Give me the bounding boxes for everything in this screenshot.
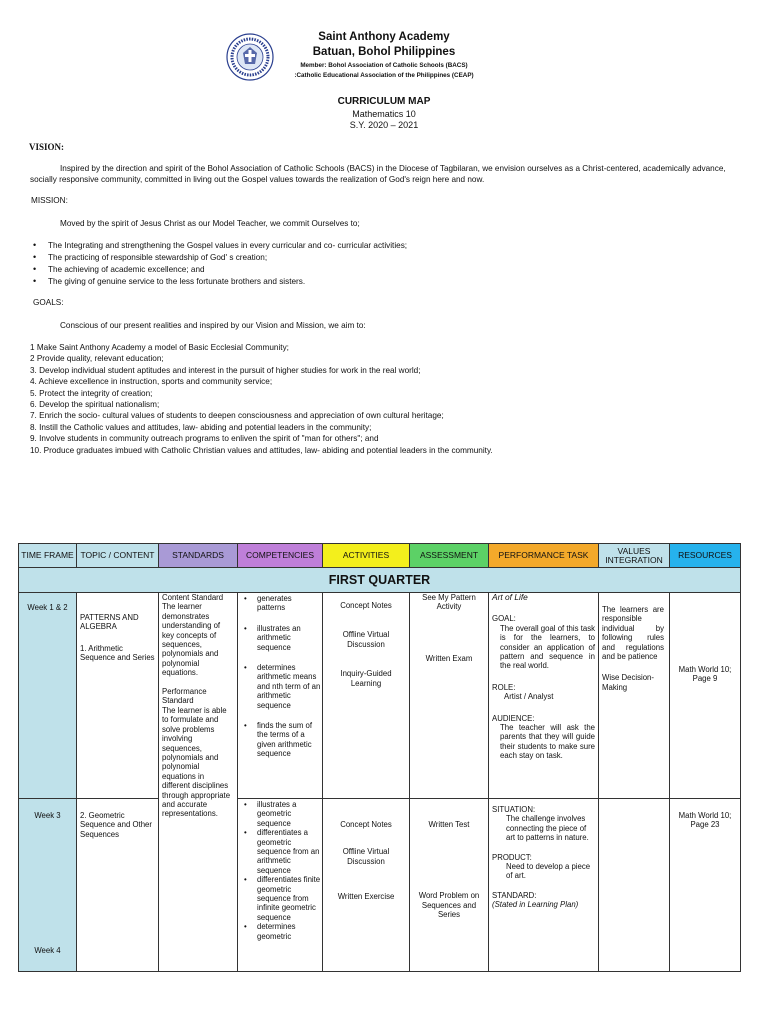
goal-item: 3. Develop individual student aptitudes and interest in the pursuit of higher studies for work in the real world; — [30, 365, 421, 375]
mission-item: • The Integrating and strengthening the Gospel values in every curricular and co- curricular activities; — [31, 241, 731, 253]
activities-cell — [323, 799, 410, 972]
time-frame-cell — [19, 593, 77, 799]
goal-item: 5. Protect the integrity of creation; — [30, 388, 153, 398]
assessment-item: Written Test — [428, 820, 470, 829]
vision-text: Inspired by the direction and spirit of the Bohol Association of Catholic Schools (BACS) in the Diocese of Tagbilaran, we envision ourselves as a Christ-centered, academically advance, socially responsive community, committed in living out the Gospel values towards the realization of God's reign here and now. — [30, 164, 726, 184]
competency-item: • illustrates an arithmetic sequence — [238, 624, 322, 652]
table-row — [19, 799, 741, 972]
goal-item: 10. Produce graduates imbued with Catholic Christian values and attitudes, law- abiding and potential leaders in the community. — [30, 445, 493, 455]
vision-title: VISION: — [29, 142, 65, 152]
goal-item: 2 Provide quality, relevant education; — [30, 354, 164, 364]
curriculum-map-table — [18, 543, 741, 972]
mission-title: MISSION: — [31, 196, 68, 205]
school-location: Batuan, Bohol Philippines — [312, 46, 456, 58]
table-row — [19, 593, 741, 799]
competency-item: • illustrates a geometric sequence — [238, 800, 322, 828]
goal-item: 7. Enrich the socio- cultural values of students to deepen consciousness and appreciation of own cultural heritage; — [30, 411, 444, 421]
resources-cell — [670, 593, 741, 799]
school-name: Saint Anthony Academy — [318, 31, 450, 43]
assessment-item: Written Exam — [425, 653, 473, 663]
member-ceap: :Catholic Educational Association of the Philippines (CEAP) — [294, 72, 474, 79]
mission-intro: Moved by the spirit of Jesus Christ as our Model Teacher, we commit Ourselves to; — [60, 219, 360, 228]
competency-item: • generates patterns — [238, 594, 322, 613]
mission-item: • The giving of genuine service to the less fortunate brothers and sisters. — [31, 277, 731, 289]
quarter-label: FIRST QUARTER — [19, 568, 741, 593]
competency-item: • differentiates finite geometric sequence from infinite geometric sequence — [238, 875, 322, 922]
assessment-item: Word Problem on Sequences and Series — [418, 891, 480, 920]
values-cell — [599, 799, 670, 972]
subject-label: Mathematics 10 — [352, 109, 416, 119]
pt-role-label: ROLE: — [492, 682, 516, 692]
topic-cell — [77, 593, 159, 799]
member-bacs: Member: Bohol Association of Catholic Schools (BACS) — [300, 62, 468, 69]
goals-intro: Conscious of our present realities and inspired by our Vision and Mission, we aim to: — [60, 321, 366, 330]
time-frame-cell — [19, 799, 77, 972]
goal-item: 8. Instill the Catholic values and attitudes, law- abiding and potential leaders in the community; — [30, 422, 372, 432]
activity-item: Concept Notes — [340, 820, 392, 829]
activity-item: Written Exercise — [337, 892, 395, 902]
mission-list — [31, 241, 731, 289]
resources-cell — [670, 799, 741, 972]
pt-situation-label: SITUATION: — [492, 805, 536, 814]
values-text: The learners are responsible individual by following rules and regulations and be patience — [602, 605, 664, 662]
header-activities: ACTIVITIES — [323, 544, 410, 568]
goal-item: 9. Involve students in community outreach programs to enliven the spirit of "man for others"; and — [30, 434, 379, 444]
header-performance-task: PERFORMANCE TASK — [489, 544, 599, 568]
resources-text: Math World 10; Page 23 — [678, 811, 732, 830]
pt-standard-text: (Stated in Learning Plan) — [492, 900, 579, 910]
competency-item: • determines geometric — [238, 922, 322, 941]
standards-text: Content Standard The learner demonstrates understanding of key concepts of sequences, polynomials and polynomial equations. Performance Standard The learner is able to formulate and solve problems involving sequences, polynomials and polynomial equations in different disciplines through appropriate and accurate representations. — [162, 593, 231, 819]
header-values-integration: VALUES INTEGRATION — [599, 544, 670, 568]
topic-title: PATTERNS AND ALGEBRA — [80, 613, 139, 632]
header-competencies: COMPETENCIES — [238, 544, 323, 568]
competency-item: • finds the sum of the terms of a given arithmetic sequence — [238, 721, 322, 759]
document-title: CURRICULUM MAP — [337, 96, 431, 107]
mission-item: • The practicing of responsible stewardship of God' s creation; — [31, 253, 731, 265]
header-topic-content: TOPIC / CONTENT — [77, 544, 159, 568]
pt-audience-text: The teacher will ask the parents that they will guide their students to make sure each stay on task. — [500, 723, 595, 761]
values-cell — [599, 593, 670, 799]
week-end-label: Week 4 — [34, 945, 61, 955]
assessment-cell — [410, 799, 489, 972]
week-label: Week 3 — [34, 811, 61, 820]
competencies-cell — [238, 593, 323, 799]
header-resources: RESOURCES — [670, 544, 741, 568]
activity-item: Inquiry-Guided Learning — [340, 669, 392, 688]
standards-cell — [159, 593, 238, 972]
pt-goal-label: GOAL: — [492, 614, 516, 624]
week-label: Week 1 & 2 — [27, 603, 68, 612]
pt-product-label: PRODUCT: — [492, 852, 532, 862]
goal-item: 4. Achieve excellence in instruction, sports and community service; — [30, 377, 273, 387]
table-header-row — [19, 544, 741, 568]
goal-item: 1 Make Saint Anthony Academy a model of Basic Ecclesial Community; — [30, 343, 289, 352]
activity-item: Offline Virtual Discussion — [342, 630, 390, 649]
pt-situation-text: The challenge involves connecting the piece of art to patterns in nature. — [506, 814, 589, 843]
competency-item: • differentiates a geometric sequence from an arithmetic sequence — [238, 828, 322, 875]
goals-list — [30, 343, 493, 457]
pt-audience-label: AUDIENCE: — [492, 713, 535, 723]
pt-product-text: Need to develop a piece of art. — [506, 862, 591, 881]
competencies-cell — [238, 799, 323, 972]
header-time-frame: TIME FRAME — [19, 544, 77, 568]
school-year: S.Y. 2020 – 2021 — [349, 120, 419, 130]
resources-text: Math World 10; Page 9 — [678, 665, 732, 684]
assessment-cell — [410, 593, 489, 799]
activity-item: Concept Notes — [340, 601, 392, 610]
assessment-item: See My Pattern Activity — [422, 593, 476, 612]
activity-item: Offline Virtual Discussion — [342, 847, 390, 866]
topic-item: 2. Geometric Sequence and Other Sequences — [80, 811, 152, 839]
pt-role-text: Artist / Analyst — [504, 692, 554, 702]
competency-item: • determines arithmetic means and nth term of an arithmetic sequence — [238, 663, 322, 710]
pt-standard-label: STANDARD: — [492, 890, 537, 900]
activities-cell — [323, 593, 410, 799]
mission-item: • The achieving of academic excellence; and — [31, 265, 731, 277]
values-text-2: Wise Decision-Making — [602, 673, 654, 692]
goal-item: 6. Develop the spiritual nationalism; — [30, 399, 160, 409]
topic-cell — [77, 799, 159, 972]
header-assessment: ASSESSMENT — [410, 544, 489, 568]
performance-task-cell — [489, 799, 599, 972]
topic-item: 1. Arithmetic Sequence and Series — [80, 643, 155, 663]
performance-task-cell — [489, 593, 599, 799]
pt-goal-text: The overall goal of this task is for the learners, to consider an application of pattern and sequence in the real world. — [500, 623, 595, 671]
header-standards: STANDARDS — [159, 544, 238, 568]
goals-title: GOALS: — [33, 298, 64, 307]
pt-title: Art of Life — [492, 592, 528, 602]
